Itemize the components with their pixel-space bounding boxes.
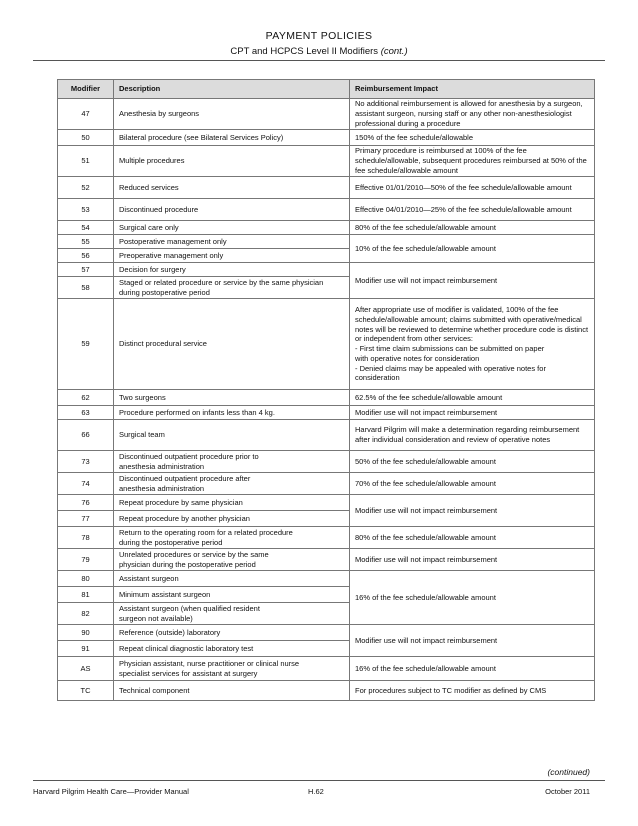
reimbursement-impact: Effective 01/01/2010—50% of the fee schedule/allowable amount bbox=[350, 177, 595, 199]
modifier-code: 66 bbox=[58, 420, 114, 451]
reimbursement-impact: 80% of the fee schedule/allowable amount bbox=[350, 527, 595, 549]
modifier-description: Discontinued procedure bbox=[114, 199, 350, 221]
modifier-code: 58 bbox=[58, 277, 114, 299]
column-header-modifier: Modifier bbox=[58, 80, 114, 99]
table-row bbox=[58, 221, 595, 235]
modifier-description: Assistant surgeon bbox=[114, 571, 350, 587]
modifier-description: Technical component bbox=[114, 681, 350, 701]
table-row bbox=[58, 235, 595, 249]
modifier-code: 50 bbox=[58, 130, 114, 146]
modifier-code: 81 bbox=[58, 587, 114, 603]
footer-date: October 2011 bbox=[545, 787, 590, 796]
table-row bbox=[58, 657, 595, 681]
reimbursement-impact: No additional reimbursement is allowed for anesthesia by a surgeon, assistant surgeon, nursing staff or any other non-anesthesiologist professional during a procedure bbox=[350, 99, 595, 130]
modifier-description: Anesthesia by surgeons bbox=[114, 99, 350, 130]
table-row bbox=[58, 263, 595, 277]
reimbursement-impact: For procedures subject to TC modifier as defined by CMS bbox=[350, 681, 595, 701]
modifier-description: Staged or related procedure or service by the same physician during postoperative period bbox=[114, 277, 350, 299]
reimbursement-impact: Modifier use will not impact reimbursement bbox=[350, 406, 595, 420]
reimbursement-impact: 50% of the fee schedule/allowable amount bbox=[350, 451, 595, 473]
modifier-code: 53 bbox=[58, 199, 114, 221]
modifier-description: Assistant surgeon (when qualified resident surgeon not available) bbox=[114, 603, 350, 625]
table-row bbox=[58, 495, 595, 511]
reimbursement-impact: Primary procedure is reimbursed at 100% of the fee schedule/allowable, subsequent procedures reimbursed at 50% of the fee schedule/allowable amount bbox=[350, 146, 595, 177]
modifier-description: Discontinued outpatient procedure after anesthesia administration bbox=[114, 473, 350, 495]
table-row bbox=[58, 549, 595, 571]
modifier-code: 54 bbox=[58, 221, 114, 235]
reimbursement-impact: After appropriate use of modifier is validated, 100% of the fee schedule/allowable amount; claims submitted with operative/medical notes will be reviewed to determine whether procedure code is distinct or independent from other services: - First time claim submissions can be submitted on paper with operative notes for consideration - Denied claims may be appealed with operative notes for consideration bbox=[350, 299, 595, 390]
reimbursement-impact: Modifier use will not impact reimbursement bbox=[350, 549, 595, 571]
modifier-code: 47 bbox=[58, 99, 114, 130]
modifier-code: 52 bbox=[58, 177, 114, 199]
modifier-code: TC bbox=[58, 681, 114, 701]
modifiers-table bbox=[57, 79, 595, 701]
reimbursement-impact: 16% of the fee schedule/allowable amount bbox=[350, 571, 595, 625]
footer-manual-title: Harvard Pilgrim Health Care—Provider Manual bbox=[33, 787, 189, 796]
page-subtitle bbox=[0, 46, 638, 57]
page-title: PAYMENT POLICIES bbox=[265, 30, 373, 42]
modifier-description: Bilateral procedure (see Bilateral Services Policy) bbox=[114, 130, 350, 146]
modifier-code: 76 bbox=[58, 495, 114, 511]
modifier-code: AS bbox=[58, 657, 114, 681]
modifier-code: 56 bbox=[58, 249, 114, 263]
table-row bbox=[58, 390, 595, 406]
reimbursement-impact: 16% of the fee schedule/allowable amount bbox=[350, 657, 595, 681]
continued-note: (continued) bbox=[547, 767, 590, 777]
modifier-description: Discontinued outpatient procedure prior to anesthesia administration bbox=[114, 451, 350, 473]
modifier-description: Minimum assistant surgeon bbox=[114, 587, 350, 603]
header-rule bbox=[33, 60, 605, 61]
reimbursement-impact: 62.5% of the fee schedule/allowable amount bbox=[350, 390, 595, 406]
table-row bbox=[58, 451, 595, 473]
modifier-code: 57 bbox=[58, 263, 114, 277]
modifier-description: Repeat clinical diagnostic laboratory test bbox=[114, 641, 350, 657]
table-row bbox=[58, 177, 595, 199]
modifier-code: 77 bbox=[58, 511, 114, 527]
modifier-description: Reduced services bbox=[114, 177, 350, 199]
modifier-code: 74 bbox=[58, 473, 114, 495]
table-row bbox=[58, 99, 595, 130]
subtitle-text: CPT and HCPCS Level II Modifiers bbox=[230, 46, 379, 57]
reimbursement-impact: Modifier use will not impact reimbursement bbox=[350, 625, 595, 657]
footer-rule bbox=[33, 780, 605, 781]
modifier-description: Postoperative management only bbox=[114, 235, 350, 249]
modifier-description: Reference (outside) laboratory bbox=[114, 625, 350, 641]
modifier-description: Repeat procedure by same physician bbox=[114, 495, 350, 511]
modifier-code: 55 bbox=[58, 235, 114, 249]
table-row bbox=[58, 571, 595, 587]
reimbursement-impact: 70% of the fee schedule/allowable amount bbox=[350, 473, 595, 495]
reimbursement-impact: Modifier use will not impact reimbursement bbox=[350, 263, 595, 299]
table-row bbox=[58, 299, 595, 390]
modifier-code: 73 bbox=[58, 451, 114, 473]
modifier-code: 51 bbox=[58, 146, 114, 177]
modifier-description: Preoperative management only bbox=[114, 249, 350, 263]
modifier-description: Decision for surgery bbox=[114, 263, 350, 277]
modifier-code: 59 bbox=[58, 299, 114, 390]
reimbursement-impact: 150% of the fee schedule/allowable bbox=[350, 130, 595, 146]
modifier-code: 80 bbox=[58, 571, 114, 587]
modifier-code: 90 bbox=[58, 625, 114, 641]
table-row bbox=[58, 420, 595, 451]
reimbursement-impact: Modifier use will not impact reimbursement bbox=[350, 495, 595, 527]
table-row bbox=[58, 473, 595, 495]
table-row bbox=[58, 130, 595, 146]
modifier-code: 63 bbox=[58, 406, 114, 420]
modifier-code: 78 bbox=[58, 527, 114, 549]
reimbursement-impact: 80% of the fee schedule/allowable amount bbox=[350, 221, 595, 235]
modifier-description: Return to the operating room for a related procedure during the postoperative period bbox=[114, 527, 350, 549]
column-header-impact: Reimbursement Impact bbox=[350, 80, 595, 99]
modifier-description: Physician assistant, nurse practitioner or clinical nurse specialist services for assistant at surgery bbox=[114, 657, 350, 681]
modifier-description: Unrelated procedures or service by the same physician during the postoperative period bbox=[114, 549, 350, 571]
modifier-description: Multiple procedures bbox=[114, 146, 350, 177]
table-row bbox=[58, 406, 595, 420]
reimbursement-impact: 10% of the fee schedule/allowable amount bbox=[350, 235, 595, 263]
table-row bbox=[58, 527, 595, 549]
modifier-description: Surgical team bbox=[114, 420, 350, 451]
modifier-description: Repeat procedure by another physician bbox=[114, 511, 350, 527]
reimbursement-impact: Effective 04/01/2010—25% of the fee schedule/allowable amount bbox=[350, 199, 595, 221]
table-header-row bbox=[58, 80, 595, 99]
reimbursement-impact: Harvard Pilgrim will make a determination regarding reimbursement after individual consideration and review of operative notes bbox=[350, 420, 595, 451]
modifier-code: 79 bbox=[58, 549, 114, 571]
table-row bbox=[58, 146, 595, 177]
modifier-code: 91 bbox=[58, 641, 114, 657]
footer-page-number: H.62 bbox=[308, 787, 324, 796]
table-row bbox=[58, 681, 595, 701]
modifier-description: Procedure performed on infants less than 4 kg. bbox=[114, 406, 350, 420]
subtitle-suffix: (cont.) bbox=[380, 46, 408, 57]
table-body bbox=[58, 99, 595, 701]
table-row bbox=[58, 199, 595, 221]
column-header-description: Description bbox=[114, 80, 350, 99]
modifier-description: Surgical care only bbox=[114, 221, 350, 235]
table-row bbox=[58, 625, 595, 641]
modifier-code: 82 bbox=[58, 603, 114, 625]
modifier-description: Two surgeons bbox=[114, 390, 350, 406]
modifier-description: Distinct procedural service bbox=[114, 299, 350, 390]
modifier-code: 62 bbox=[58, 390, 114, 406]
